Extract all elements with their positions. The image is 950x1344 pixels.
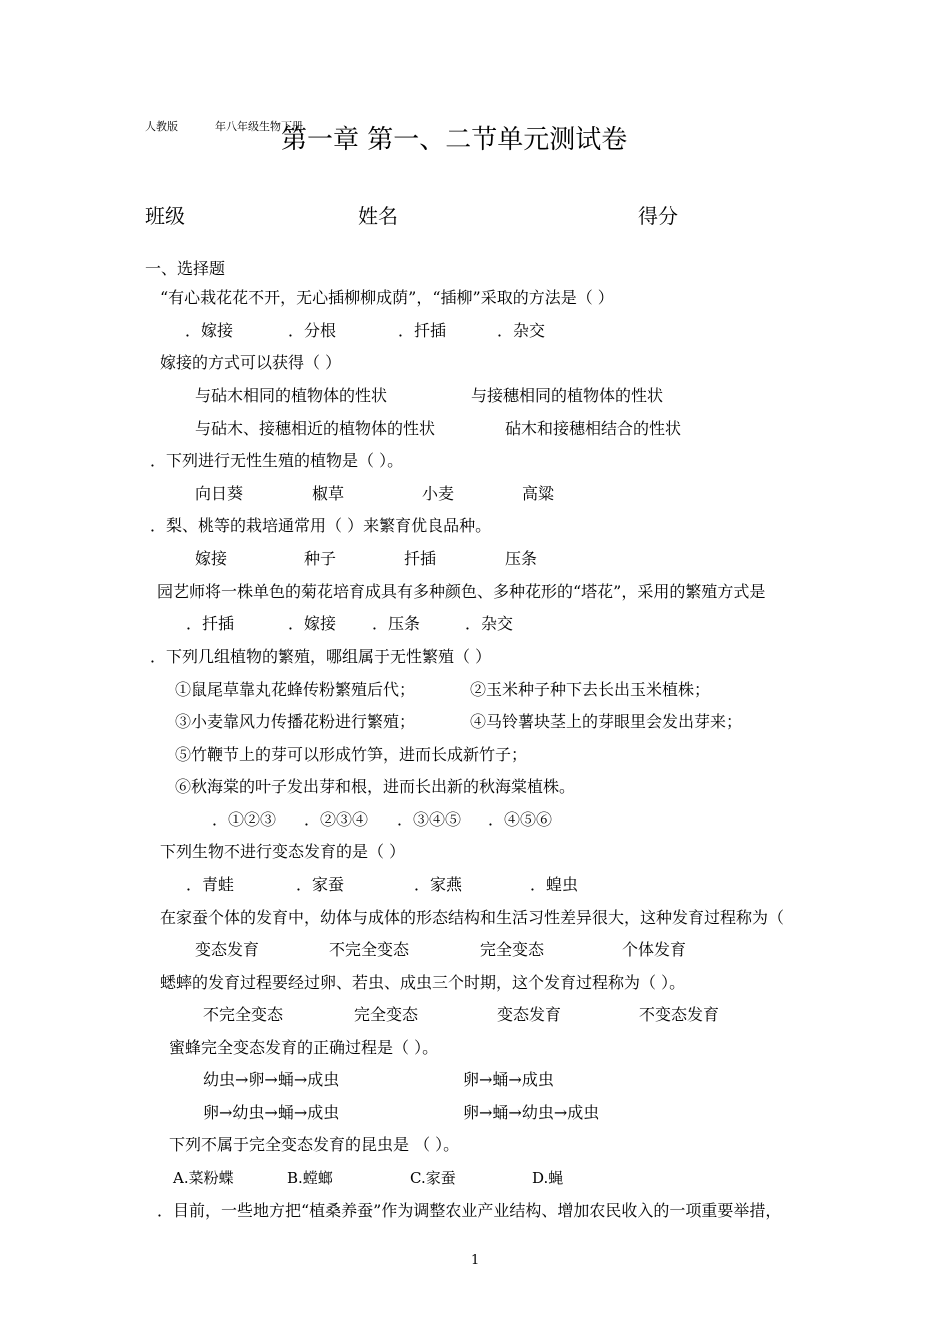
option: D.蝇 bbox=[532, 1169, 564, 1187]
question-stem: 在家蚕个体的发育中，幼体与成体的形态结构和生活习性差异很大，这种发育过程称为（ bbox=[160, 908, 785, 927]
option: 变态发育 bbox=[195, 940, 260, 959]
publisher-label: 人教版 bbox=[145, 120, 178, 133]
question-stem: 园艺师将一株单色的菊花培育成具有多种颜色、多种花形的“塔花”，采用的繁殖方式是 bbox=[157, 582, 766, 601]
option: 不变态发育 bbox=[639, 1005, 720, 1024]
option: 小麦 bbox=[422, 484, 455, 503]
name-field-label: 姓名 bbox=[358, 204, 398, 228]
option: ．家燕 bbox=[414, 875, 463, 894]
option: 扦插 bbox=[404, 549, 437, 568]
option: ．杂交 bbox=[465, 614, 514, 633]
option: ．家蚕 bbox=[296, 875, 345, 894]
page-title: 第一章 第一、二节单元测试卷 bbox=[281, 125, 628, 155]
option: 种子 bbox=[304, 549, 337, 568]
option: ．青蛙 bbox=[186, 875, 235, 894]
question-stem: 下列不属于完全变态发育的昆虫是 （ ）。 bbox=[169, 1135, 460, 1154]
option: 卵→蛹→成虫 bbox=[463, 1070, 554, 1089]
option: 变态发育 bbox=[497, 1005, 562, 1024]
option: ．③④⑤ bbox=[397, 810, 462, 829]
question-stem: ．下列进行无性生殖的植物是（ ）。 bbox=[150, 451, 404, 470]
option: 与砧木相同的植物体的性状 bbox=[195, 386, 388, 405]
question-stem: “有心栽花花不开，无心插柳柳成荫”，“插柳”采取的方法是（ ） bbox=[160, 288, 614, 307]
option: 不完全变态 bbox=[203, 1005, 284, 1024]
list-item: ⑥秋海棠的叶子发出芽和根，进而长出新的秋海棠植株。 bbox=[175, 777, 576, 796]
option: ．①②③ bbox=[212, 810, 277, 829]
option: ．④⑤⑥ bbox=[488, 810, 553, 829]
option: ．杂交 bbox=[497, 321, 546, 340]
option: ．扦插 bbox=[398, 321, 447, 340]
option: 幼虫→卵→蛹→成虫 bbox=[203, 1070, 340, 1089]
option: 不完全变态 bbox=[329, 940, 410, 959]
list-item: ②玉米种子种下去长出玉米植株； bbox=[470, 680, 711, 699]
option: ．②③④ bbox=[304, 810, 369, 829]
option: ．嫁接 bbox=[185, 321, 234, 340]
question-stem: 蜜蜂完全变态发育的正确过程是（ ）。 bbox=[169, 1038, 439, 1057]
option: 完全变态 bbox=[480, 940, 545, 959]
option: ．压条 bbox=[372, 614, 421, 633]
list-item: ⑤竹鞭节上的芽可以形成竹笋，进而长成新竹子； bbox=[175, 745, 528, 764]
option: 卵→蛹→幼虫→成虫 bbox=[463, 1103, 600, 1122]
question-stem: 嫁接的方式可以获得（ ） bbox=[160, 353, 342, 372]
question-stem: 下列生物不进行变态发育的是（ ） bbox=[160, 842, 406, 861]
option: 与砧木、接穗相近的植物体的性状 bbox=[195, 419, 436, 438]
option: 压条 bbox=[505, 549, 538, 568]
option: ．扦插 bbox=[186, 614, 235, 633]
option: 与接穗相同的植物体的性状 bbox=[471, 386, 664, 405]
option: ．蝗虫 bbox=[530, 875, 579, 894]
option: 嫁接 bbox=[195, 549, 228, 568]
question-stem: ．目前，一些地方把“植桑养蚕”作为调整农业产业结构、增加农民收入的一项重要举措， bbox=[157, 1201, 782, 1220]
section-heading: 一、选择题 bbox=[145, 259, 226, 278]
class-field-label: 班级 bbox=[145, 204, 185, 228]
list-item: ④马铃薯块茎上的芽眼里会发出芽来； bbox=[470, 712, 743, 731]
option: 高粱 bbox=[522, 484, 555, 503]
option: 砧木和接穗相结合的性状 bbox=[505, 419, 682, 438]
page-number: 1 bbox=[471, 1253, 480, 1268]
list-item: ③小麦靠风力传播花粉进行繁殖； bbox=[175, 712, 416, 731]
option: ．嫁接 bbox=[288, 614, 337, 633]
option: 卵→幼虫→蛹→成虫 bbox=[203, 1103, 340, 1122]
question-stem: ．下列几组植物的繁殖，哪组属于无性繁殖（ ） bbox=[150, 647, 492, 666]
option: 椒草 bbox=[312, 484, 345, 503]
question-stem: 蟋蟀的发育过程要经过卵、若虫、成虫三个时期，这个发育过程称为（ ）。 bbox=[160, 973, 686, 992]
option: A.菜粉蝶 bbox=[173, 1169, 234, 1187]
option: 完全变态 bbox=[354, 1005, 419, 1024]
option: ．分根 bbox=[288, 321, 337, 340]
score-field-label: 得分 bbox=[638, 204, 678, 228]
option: 个体发育 bbox=[622, 940, 687, 959]
grade-label: 年八年级生物下册 bbox=[215, 120, 303, 133]
question-stem: ．梨、桃等的栽培通常用（ ）来繁育优良品种。 bbox=[150, 516, 492, 535]
list-item: ①鼠尾草靠丸花蜂传粉繁殖后代； bbox=[175, 680, 416, 699]
option: 向日葵 bbox=[195, 484, 244, 503]
option: C.家蚕 bbox=[410, 1169, 456, 1187]
option: B.螳螂 bbox=[287, 1169, 333, 1187]
